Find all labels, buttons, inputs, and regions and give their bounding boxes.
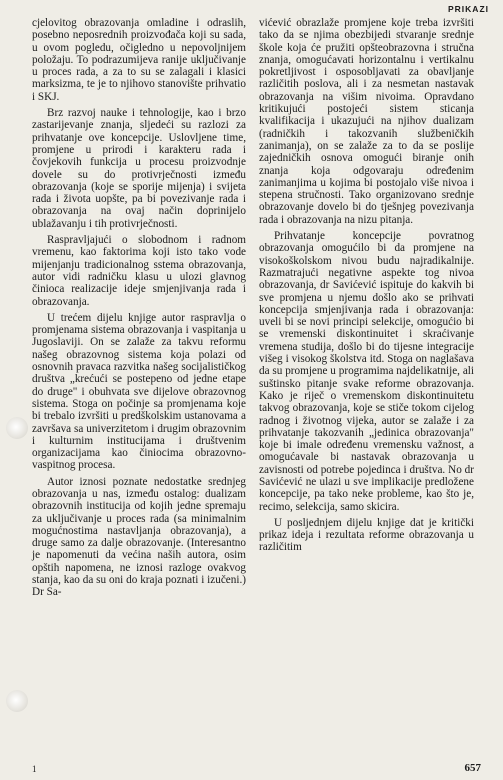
section-header: PRIKAZI	[448, 4, 489, 14]
punch-hole-lower	[6, 690, 28, 712]
left-column	[32, 17, 246, 599]
footer-mark: 1	[32, 764, 37, 774]
paragraph: cjelovitog obrazovanja omladine i odraslih, posebno neposrednih proizvođača koji su sada, u ovom pogledu, očigledno u nepovoljnijem položaju. To podrazumijeva ranije uključivanje u proces rada, a za to su se zalagali i klasici marksizma, te je to njihovo stanovište prihvatio i SKJ.	[32, 17, 246, 103]
paragraph: vićević obrazlaže promjene koje treba izvršiti tako da se njima obezbijedi stvaranje srednje škole koja će pružiti opšteobrazovna i stručna znanja, omogućavati horizontalnu i vertikalnu pokretljivost i osposobljavati za obavljanje različitih poslova, ali i za nesmetan nastavak obrazovanja na višim nivoima. Opravdano kritikujući postojeći sistem sticanja kvalifikacija i ukazujući na njihov dualizam (radničkih i takozvanih službeničkih zanimanja), on se zalaže za to da se poslije zajedničkih osnova omogući biranje onih znanja koja odgovaraju određenim zanimanjima u kojima bi postojalo više nivoa i stepena stručnosti. Tako organizovano srednje obrazovanje dovelo bi do tješnjeg povezivanja rada i obrazovanja na nizu pitanja.	[259, 17, 474, 226]
page-number: 657	[464, 762, 481, 774]
punch-hole-upper	[6, 417, 28, 439]
paragraph: Brz razvoj nauke i tehnologije, kao i brzo zastarijevanje znanja, sljedeći su razlozi za prihvatanje ove koncepcije. Uslovljene time, promjene u prirodi i karakteru rada i čovjekovih funkcija u procesu proizvodnje dovele su do protivrječnosti između obrazovanja (koje se sporije mijenja) i svijeta rada i života uopšte, pa bi povezivanje rada i obrazovanja na ovaj način doprinijelo ublažavanju i tih protivrječnosti.	[32, 107, 246, 230]
paragraph: Raspravljajući o slobodnom i radnom vremenu, kao faktorima koji isto tako vode mijenjanju tradicionalnog sstema obrazovanja, autor vidi radničku klasu u ulozi glavnog činioca realizacije ideje smjenjivanja rada i obrazovanja.	[32, 234, 246, 308]
paragraph: Prihvatanje koncepcije povratnog obrazovanja omogućilo bi da promjene na visokoškolskom nivou budu najradikalnije. Razmatrajući negativne aspekte tog nivoa obrazovanja, dr Savićević ispituje do kakvih bi sve promjena u njemu došlo ako se prihvati koncepcija smjenjivanja rada i obrazovanja: uveli bi se novi principi selekcije, omogućio bi se vremenski diskontinuitet i skraćivanje vremena studija, došlo bi do tijesne integracije višeg i visokog školstva itd. Stoga on naglašava da su promjene u programima najdelikatnije, ali suštinsko pitanje svake reforme obrazovanja. Kako je riječ o vremenskom diskontinuitetu takvog obrazovanja, koje se stiče tokom cijelog radnog i životnog vijeka, autor se zalaže i za prihvatanje takozvanih „jedinica obrazovanja" koje bi imale određenu vremensku važnost, a omogućavale bi nastavak obrazovanja u zavisnosti od potrebe pojedinca i društva. No dr Savićević ne ulazi u sve implikacije predložene koncepcije, pa tako neke probleme, kao što je, recimo, selekcija, samo skicira.	[259, 230, 474, 513]
paragraph: U posljednjem dijelu knjige dat je kritički prikaz ideja i rezultata reforme obrazovanja u različitim	[259, 516, 474, 554]
right-column	[259, 17, 474, 554]
paragraph: Autor iznosi poznate nedostatke srednjeg obrazovanja u nas, između ostalog: dualizam obrazovnih institucija od kojih jedne spremaju za uključivanje u proces rada (sa minimalnim mogućnostima nastavljanja obrazovanja), a druge samo za dalje obrazovanje. (Interesantno je napomenuti da većina naših autora, osim opštih napomena, ne iznosi razloge ovakvog stanja, kao da su oni do kraja poznati i izučeni.) Dr Sa-	[32, 475, 246, 599]
paragraph: U trećem dijelu knjige autor raspravlja o promjenama sistema obrazovanja i vaspitanja u Jugoslaviji. On se zalaže za takvu reformu našeg obrazovnog sistema koja polazi od osnovnih pravaca razvitka našeg socijalističkog društva „krećući se postepeno od jedne etape do druge" i obuhvata sve dijelove obrazovnog sistema. Stoga on počinje sa promjenama koje bi trebalo izvršiti u predškolskim ustanovama a završava sa univerzitetom i drugim obrazovnim i kulturnim institucijama i društvenim organizacijama kao činiocima obrazovno-vaspitnog procesa.	[32, 311, 246, 472]
